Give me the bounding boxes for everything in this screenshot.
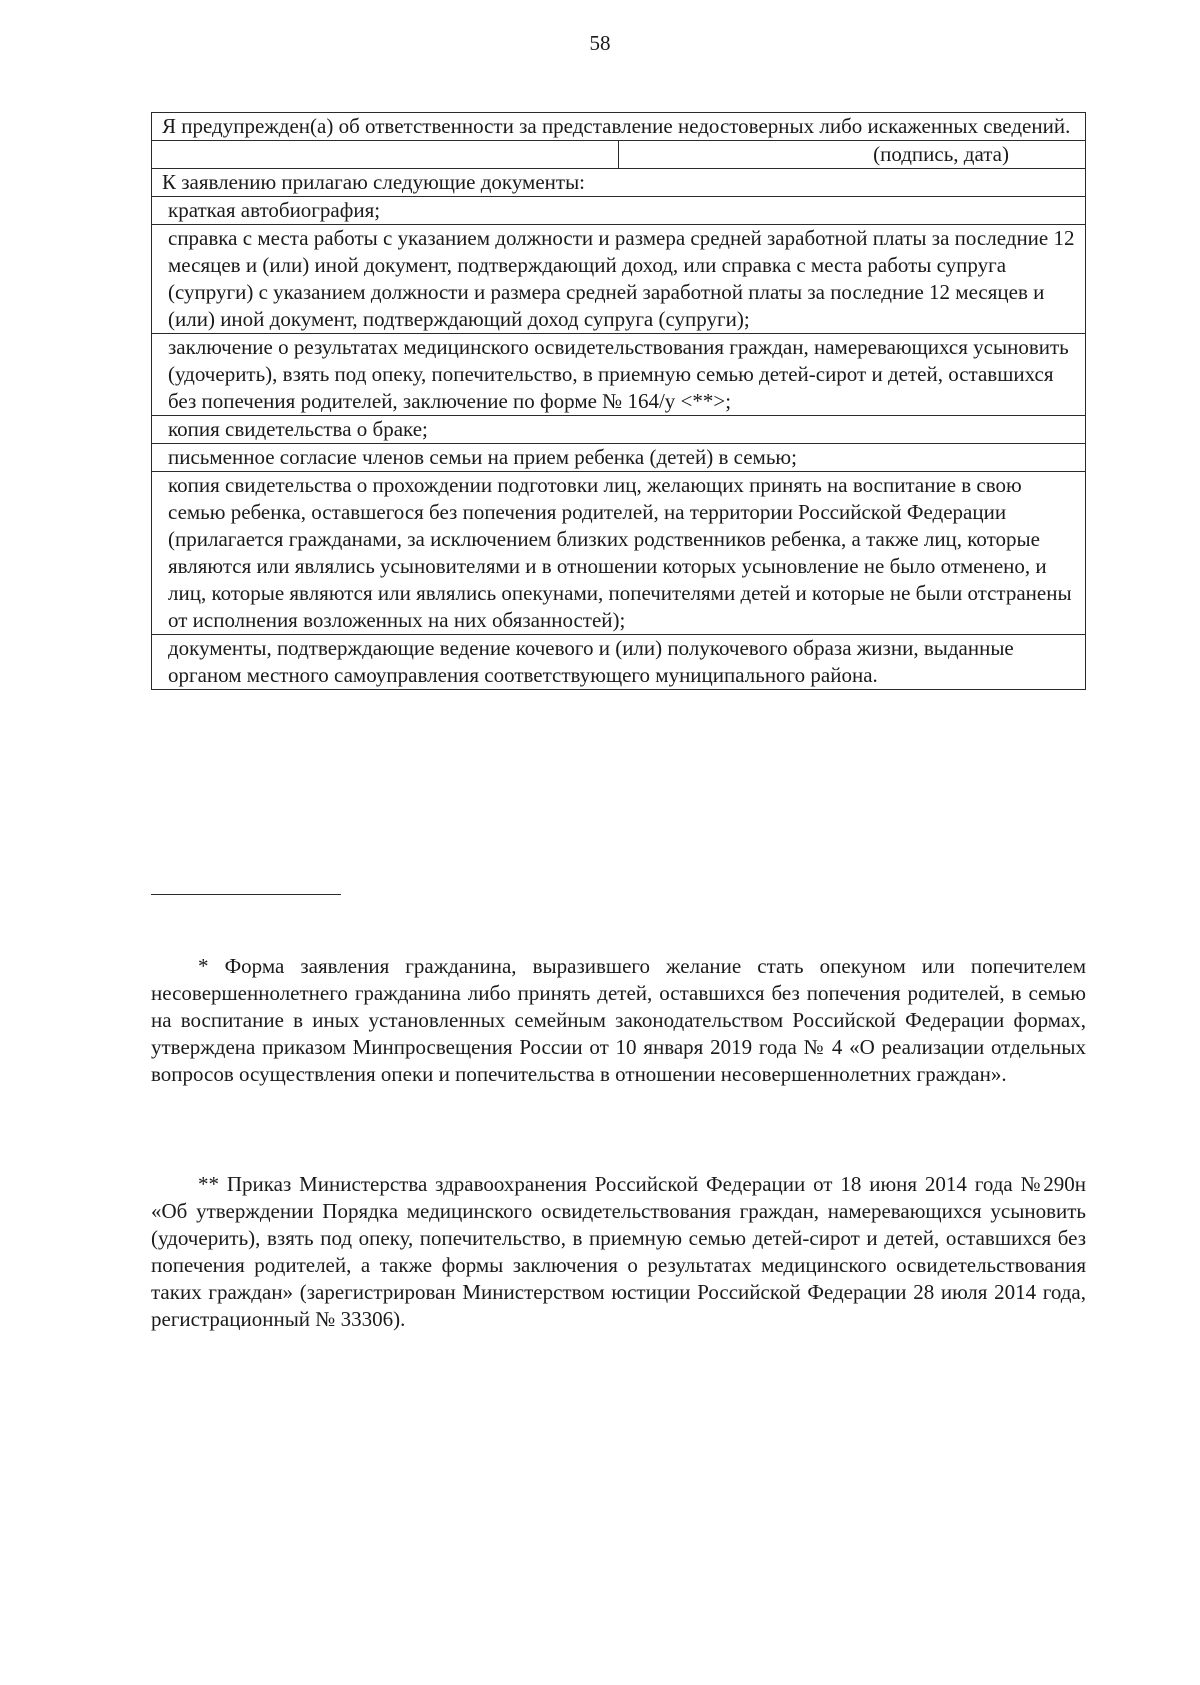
- attachments-heading: К заявлению прилагаю следующие документы:: [152, 169, 1086, 197]
- signature-label: (подпись, дата): [619, 141, 1086, 169]
- warning-text: Я предупрежден(а) об ответственности за представление недостоверных либо искаженных сведений.: [152, 113, 1086, 141]
- attachments-heading-row: [152, 169, 1086, 197]
- attachment-item-medical-conclusion: заключение о результатах медицинского освидетельствования граждан, намеревающихся усыновить (удочерить), взять под опеку, попечительство, в приемную семью детей-сирот и детей, оставшихся без попечения родителей, заключение по форме № 164/у <**>;: [152, 334, 1086, 416]
- application-form-table: [151, 112, 1086, 690]
- attachment-item-marriage-certificate: копия свидетельства о браке;: [152, 416, 1086, 444]
- footnote-1: * Форма заявления гражданина, выразившего желание стать опекуном или попечителем несовершеннолетнего гражданина либо принять детей, оставшихся без попечения родителей, в семью на воспитание в иных установленных семейным законодательством Российской Федерации формах, утверждена приказом Минпросвещения России от 10 января 2019 года № 4 «О реализации отдельных вопросов осуществления опеки и попечительства в отношении несовершеннолетних граждан».: [151, 954, 1086, 1086]
- footnote-2: ** Приказ Министерства здравоохранения Российской Федерации от 18 июня 2014 года №290н «Об утверждении Порядка медицинского освидетельствования граждан, намеревающихся усыновить (удочерить), взять под опеку, попечительство, в приемную семью детей-сирот и детей, оставшихся без попечения родителей, а также формы заключения о результатах медицинского освидетельствования таких граждан» (зарегистрирован Министерством юстиции Российской Федерации 28 июля 2014 года, регистрационный № 33306).: [151, 1172, 1086, 1331]
- attachment-row: [152, 334, 1086, 416]
- footnote-separator: [151, 894, 341, 895]
- warning-row: [152, 113, 1086, 141]
- attachment-item-nomadic-lifestyle-documents: документы, подтверждающие ведение кочевого и (или) полукочевого образа жизни, выданные органом местного самоуправления соответствующего муниципального района.: [152, 635, 1086, 690]
- attachment-row: [152, 225, 1086, 334]
- attachment-item-family-consent: письменное согласие членов семьи на прием ребенка (детей) в семью;: [152, 444, 1086, 472]
- attachment-item-income-certificate: справка с места работы с указанием должности и размера средней заработной платы за последние 12 месяцев и (или) иной документ, подтверждающий доход, или справка с места работы супруга (супруги) с указанием должности и размера средней заработной платы за последние 12 месяцев и (или) иной документ, подтверждающий доход супруга (супруги);: [152, 225, 1086, 334]
- attachment-row: [152, 635, 1086, 690]
- attachment-item-autobiography: краткая автобиография;: [152, 197, 1086, 225]
- signature-field[interactable]: [152, 141, 619, 169]
- attachment-item-training-certificate: копия свидетельства о прохождении подготовки лиц, желающих принять на воспитание в свою семью ребенка, оставшегося без попечения родителей, на территории Российской Федерации (прилагается гражданами, за исключением близких родственников ребенка, а также лиц, которые являются или являлись усыновителями и в отношении которых усыновление не было отменено, и лиц, которые являются или являлись опекунами, попечителями детей и которые не были отстранены от исполнения возложенных на них обязанностей);: [152, 472, 1086, 635]
- attachment-row: [152, 416, 1086, 444]
- attachment-row: [152, 472, 1086, 635]
- attachment-row: [152, 197, 1086, 225]
- signature-row: [152, 141, 1086, 169]
- page-number: 58: [589, 31, 611, 55]
- attachment-row: [152, 444, 1086, 472]
